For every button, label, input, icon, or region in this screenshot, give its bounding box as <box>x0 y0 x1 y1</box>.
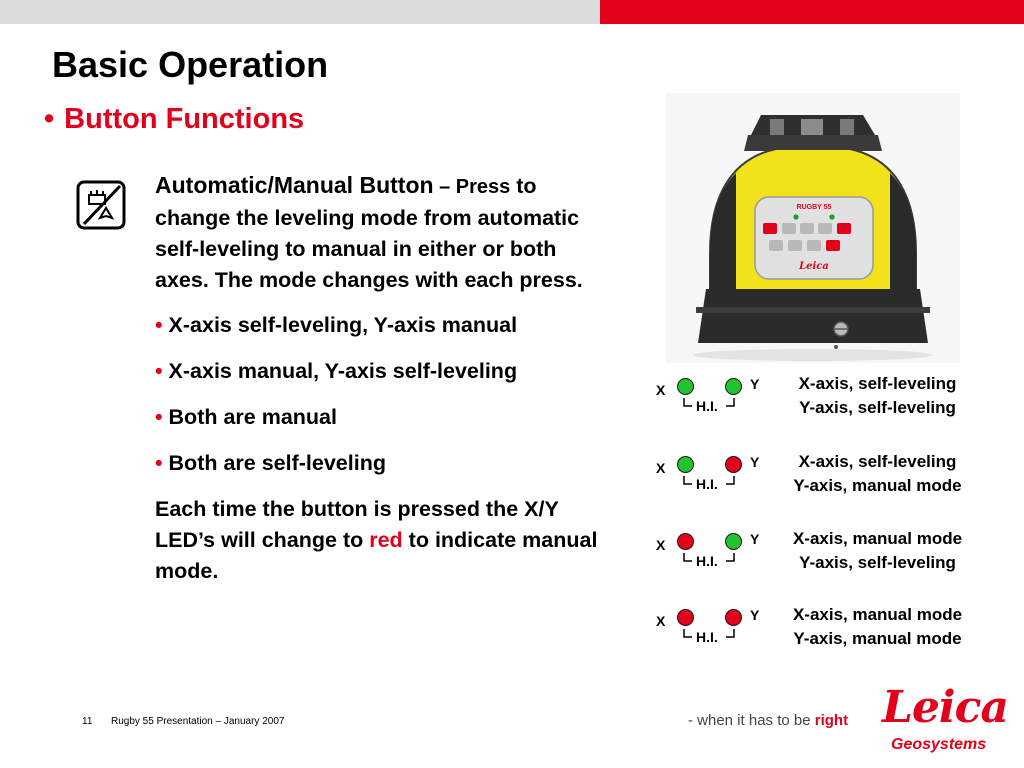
led-state-line1: X-axis, self-leveling <box>798 452 957 471</box>
led-x-label: X <box>656 382 666 398</box>
closing-text-2: to indicate manual mode. <box>155 528 598 583</box>
led-state-description <box>775 450 980 498</box>
option-text: Both are manual <box>168 405 337 429</box>
closing-text-1: Each time the button is pressed the X/Y LED’s will change to <box>155 497 559 552</box>
page-title: Basic Operation <box>52 44 329 85</box>
description-dash: – Press <box>433 176 511 198</box>
led-y-label: Y <box>750 376 760 392</box>
leica-logo: Leica <box>882 682 1008 733</box>
led-state-line2: Y-axis, self-leveling <box>799 553 956 572</box>
description-heading: Automatic/Manual Button <box>155 172 434 198</box>
tagline <box>688 712 848 729</box>
led-state-row <box>650 529 980 583</box>
header-bar-red <box>600 0 1024 24</box>
header-bar-gray <box>0 0 600 24</box>
led-state-line2: Y-axis, self-leveling <box>799 398 956 417</box>
led-x-label: X <box>656 613 666 629</box>
option-text: Both are self-leveling <box>168 451 386 475</box>
option-item <box>155 402 605 433</box>
device-model-label: RUGBY 55 <box>796 204 832 211</box>
section-subtitle <box>44 103 304 136</box>
tagline-highlight: right <box>814 712 849 729</box>
led-x-label: X <box>656 460 666 476</box>
description-body: to change the leveling mode from automatic self-leveling to manual in either or both axes. The mode changes with each press. <box>155 174 583 292</box>
led-state-description <box>775 372 980 420</box>
page-number: 11 <box>82 716 93 727</box>
device-brand-label: Leica <box>799 261 829 272</box>
closing-paragraph <box>155 494 605 587</box>
hi-label: H.I. <box>696 629 718 645</box>
led-state-line1: X-axis, manual mode <box>792 529 963 548</box>
led-state-line1: X-axis, self-leveling <box>798 374 957 393</box>
footer-text: Rugby 55 Presentation – January 2007 <box>111 716 285 727</box>
tagline-prefix: - when it has to be <box>688 712 815 729</box>
led-state-row <box>650 452 980 506</box>
auto-manual-button-icon <box>76 180 126 230</box>
hi-label: H.I. <box>696 553 718 569</box>
option-text: X-axis self-leveling, Y-axis manual <box>168 313 518 337</box>
led-y-label: Y <box>750 531 760 547</box>
led-state-description <box>775 527 980 575</box>
option-item <box>155 356 605 387</box>
leica-logo-subtitle: Geosystems <box>891 736 987 753</box>
option-item <box>155 448 605 479</box>
led-x-label: X <box>656 537 666 553</box>
subtitle-text: Button Functions <box>64 103 305 135</box>
option-bullet: • <box>155 359 163 383</box>
option-bullet: • <box>155 313 163 337</box>
led-state-line2: Y-axis, manual mode <box>793 629 962 648</box>
led-state-line2: Y-axis, manual mode <box>793 476 962 495</box>
subtitle-bullet: • <box>44 103 55 135</box>
led-y-label: Y <box>750 607 760 623</box>
led-state-row <box>650 374 980 428</box>
description-block <box>155 170 605 601</box>
led-state-line1: X-axis, manual mode <box>792 605 963 624</box>
option-item <box>155 310 605 341</box>
led-state-row <box>650 605 980 659</box>
led-y-label: Y <box>750 454 760 470</box>
option-text: X-axis manual, Y-axis self-leveling <box>168 359 518 383</box>
closing-highlight: red <box>369 528 403 552</box>
hi-label: H.I. <box>696 476 718 492</box>
laser-device-image <box>666 93 960 363</box>
hi-label: H.I. <box>696 398 718 414</box>
option-bullet: • <box>155 405 163 429</box>
option-bullet: • <box>155 451 163 475</box>
led-state-description <box>775 603 980 651</box>
description-paragraph <box>155 170 605 296</box>
